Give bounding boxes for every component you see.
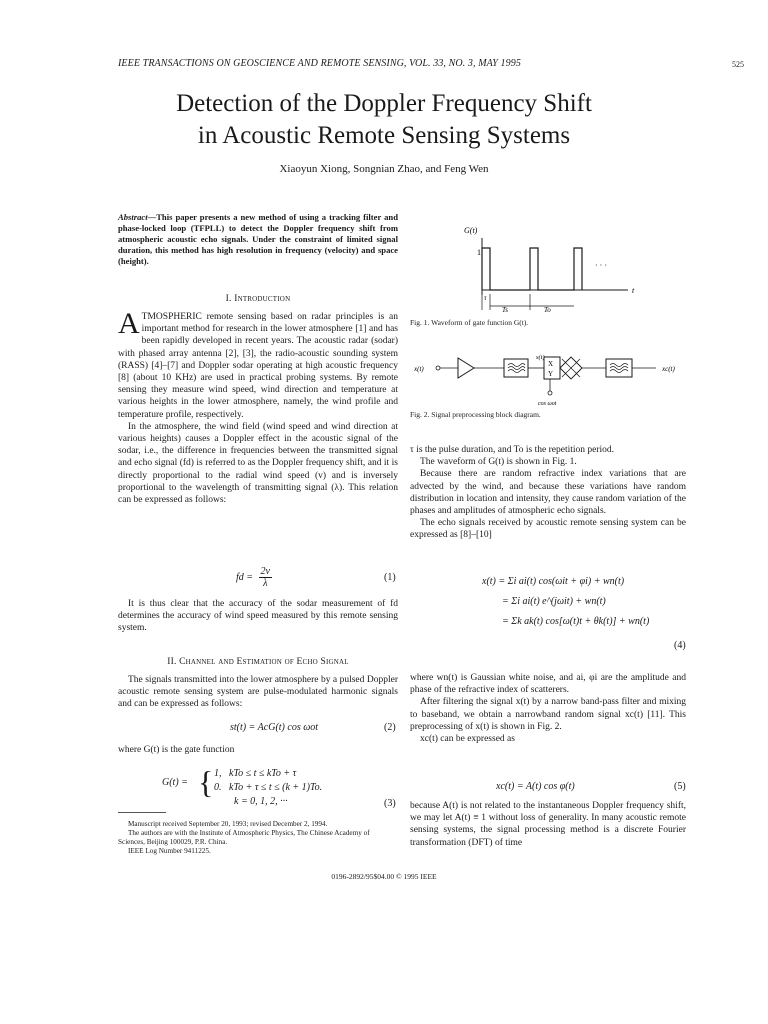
figure-1-caption: Fig. 1. Waveform of gate function G(t).	[410, 318, 529, 327]
title-line-1: Detection of the Doppler Frequency Shift	[176, 90, 592, 117]
fig2-label-output: xc(t)	[662, 365, 675, 373]
right-paragraph-7: xc(t) can be expressed as	[420, 734, 515, 745]
right-column-bottom	[410, 800, 686, 849]
fig1-label-dots: · · ·	[595, 261, 607, 270]
eq4-line-3: = Σk ak(t) cos[ω(t)t + θk(t)] + wn(t)	[502, 616, 650, 627]
fig2-label-input: x(t)	[414, 365, 424, 373]
channel-paragraph-1: The signals transmitted into the lower atmosphere by a pulsed Doppler acoustic remote sensing system are pulse-modulated harmonic signals and can be expressed as follows:	[118, 675, 398, 710]
fig1-label-g: G(t)	[464, 226, 478, 235]
fig2-amplifier	[458, 358, 474, 378]
eq4-label: (4)	[674, 640, 686, 651]
right-paragraph-1: τ is the pulse duration, and To is the repetition period.	[410, 445, 615, 455]
footnote-rule	[118, 812, 166, 813]
channel-paragraph-2: where G(t) is the gate function	[118, 745, 235, 755]
right-paragraph-3: Because there are random refractive index variations that are advected by the wind, and because these variations have random distribution in location and intensity, they cause random variation of the phases and amplitudes of atmospheric echo signals.	[410, 469, 686, 517]
fig2-label-x: X	[548, 360, 554, 368]
fig1-label-t: t	[632, 286, 635, 295]
eq4-line-1: x(t) = Σi ai(t) cos(ωit + φi) + wn(t)	[482, 576, 625, 587]
copyright-footer: 0196-2892/95$04.00 © 1995 IEEE	[331, 872, 437, 881]
section-1-number: I.	[225, 294, 232, 304]
equation-1	[236, 566, 272, 589]
footnote-line-1: Manuscript received September 20, 1993; revised December 2, 1994.	[128, 820, 328, 828]
eq1-lhs: fd =	[236, 572, 254, 583]
section-1-heading	[118, 294, 398, 304]
eq3-brace: {	[198, 764, 214, 800]
right-paragraph-2: The waveform of G(t) is shown in Fig. 1.	[420, 457, 577, 468]
eq3-lhs: G(t) =	[162, 777, 188, 788]
right-paragraph-5: where wn(t) is Gaussian white noise, and ai, φi are the amplitude and phase of the refractive index of scatterers.	[410, 673, 686, 696]
intro-paragraph-1: TMOSPHERIC remote sensing based on radar principles is an important method for research in the lower atmosphere [1] and has been rapidly developed in recent years. The acoustic radar (sodar) with phased array antenna [2], [3], the radio-acoustic sounding system (RASS) [4]–[7] and Doppler sodar operating at high acoustic frequency [8] (about 10 KHz) are used in practical probing systems. By remote sensing they measure wind speed, wind direction and temperature at various heights in the lower atmosphere, namely, the wind profile and temperature profile, respectively.	[118, 312, 398, 420]
eq3-case-1: 1, kTo ≤ t ≤ kTo + τ	[214, 768, 297, 779]
right-column-middle	[410, 672, 686, 745]
intro-paragraph-3-block	[118, 598, 398, 635]
section-2-body	[118, 674, 398, 711]
eq2-label: (2)	[384, 722, 396, 733]
fig2-bandpass-filter	[504, 359, 528, 377]
fig2-lowpass-filter	[606, 359, 632, 377]
footnote-line-3: IEEE Log Number 9411225.	[128, 847, 211, 855]
fig1-pulse-train	[482, 248, 582, 290]
figure-2-diagram	[410, 345, 690, 410]
intro-paragraph-3: It is thus clear that the accuracy of the sodar measurement of fd determines the accuracy of wind speed measured by this remote sensing system.	[118, 599, 398, 634]
eq1-denominator: λ	[263, 578, 268, 589]
fig1-label-one: 1	[477, 248, 481, 257]
fig2-label-osc: cos ωot	[538, 401, 557, 407]
section-2-number: II.	[167, 657, 177, 667]
fig2-lowpass-glyph	[610, 364, 628, 373]
fig2-filter-glyph	[508, 364, 525, 373]
intro-paragraph-2: In the atmosphere, the wind field (wind speed and wind direction at various heights) causes a Doppler effect in the acoustic signal of the sodar, i.e., the difference in frequencies between the transmitted signal and echo signal (fd) is referred to as the Doppler frequency shift, and it is directly proportional to the radial wind speed (v) and is inversely proportional to the wavelength of transmitting signal (λ). This relation can be expressed as follows:	[118, 421, 398, 506]
eq1-label: (1)	[384, 572, 396, 583]
eq5-label: (5)	[674, 781, 686, 792]
authors: Xiaoyun Xiong, Songnian Zhao, and Feng Wen	[279, 163, 489, 175]
eq3-case-2: 0. kTo + τ ≤ t ≤ (k + 1)To.	[214, 782, 323, 793]
title-line-2: in Acoustic Remote Sensing Systems	[197, 122, 571, 149]
right-column-top	[410, 444, 686, 542]
eq3-label: (3)	[384, 798, 396, 809]
fig2-osc-node	[548, 391, 552, 395]
drop-cap: A	[118, 307, 140, 340]
section-1-title: Introduction	[234, 294, 291, 304]
gate-function-intro	[118, 744, 398, 756]
eq1-numerator: 2v	[260, 566, 270, 577]
right-paragraph-6: After filtering the signal x(t) by a narrow band-pass filter and mixing to baseband, we obtain a narrowband random signal xc(t) [11]. This preprocessing of x(t) is shown in Fig. 2.	[410, 697, 686, 732]
section-2-heading	[118, 657, 398, 667]
eq3-k-range: k = 0, 1, 2, ···	[234, 796, 288, 807]
section-2-title: Channel and Estimation of Echo Signal	[179, 657, 349, 667]
figure-2-caption: Fig. 2. Signal preprocessing block diagram.	[410, 410, 541, 419]
abstract-text: This paper presents a new method of using a tracking filter and phase-locked loop (TFPLL) to detect the Doppler frequency shift from atmospheric acoustic echo signals. Under the constraint of limited signal duration, this method has high resolution in frequency (velocity) and space (height).	[118, 212, 398, 266]
page-number: 525	[732, 60, 744, 69]
section-1-body	[118, 307, 398, 506]
equation-4	[482, 576, 682, 636]
running-head: IEEE TRANSACTIONS ON GEOSCIENCE AND REMOTE SENSING, VOL. 33, NO. 3, MAY 1995	[118, 58, 521, 69]
equation-2: st(t) = AcG(t) cos ωot	[230, 722, 319, 733]
figure-1-diagram	[450, 220, 655, 320]
footnote-line-2: The authors are with the Institute of Atmospheric Physics, The Chinese Academy of Sciences, Beijing 100029, P.R. China.	[118, 829, 370, 846]
equation-5: xc(t) = A(t) cos φ(t)	[496, 781, 575, 792]
abstract	[118, 212, 398, 267]
fig1-label-tau: τ	[484, 294, 487, 302]
fig2-label-mid: s(t)	[536, 354, 545, 361]
right-paragraph-4: The echo signals received by acoustic remote sensing system can be expressed as [8]–[10]	[410, 518, 686, 541]
fig2-input-node	[436, 366, 440, 370]
footnote	[118, 820, 398, 856]
eq4-line-2: = Σi ai(t) e^(jωit) + wn(t)	[502, 596, 606, 607]
fig2-label-y: Y	[548, 370, 554, 378]
paper-title	[0, 88, 768, 152]
fig1-label-ts: Ts	[502, 306, 508, 314]
right-paragraph-8: because A(t) is not related to the instantaneous Doppler frequency shift, we may let A(t) ≡ 1 without loss of generality. In many acoustic remote sensing systems, the signal processing method is a discrete Fourier transformation (DFT) of time	[410, 801, 686, 848]
fig1-label-to: To	[544, 306, 551, 314]
abstract-label: Abstract—	[118, 212, 157, 222]
